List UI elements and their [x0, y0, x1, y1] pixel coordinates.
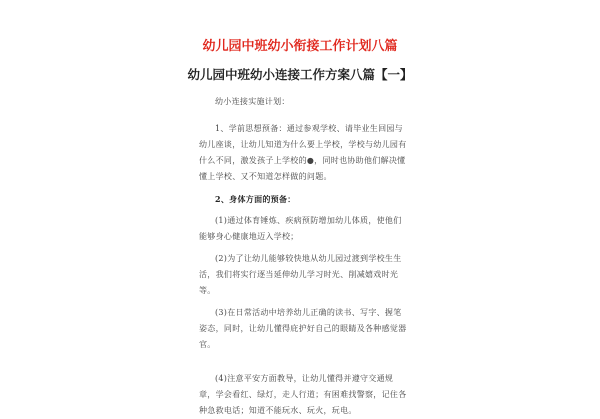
paragraph-physical-1: (1)通过体育锤炼、疾病预防增加幼儿体质，使他们能够身心健康地迈入学校；: [199, 216, 402, 241]
document-title: 幼儿园中班幼小衔接工作计划八篇: [202, 39, 398, 54]
paragraph-physical-3: (3)在日常活动中培养幼儿正确的读书、写字、握笔姿态，同时，让幼儿懂得庇护好自己的眼睛及各种感觉器官。: [199, 308, 407, 349]
paragraph-intro: 幼小连接实施计划：: [215, 97, 290, 106]
document-body: [199, 90, 409, 419]
paragraph-mental-preparation: 1、学前思想预备：通过参观学校、请毕业生回园与幼儿座谈，让幼儿知道为什么要上学校，学校与幼儿园有什么不同，激发孩子上学校的●，同时也协助他们解决懂懂上学校、又不知道怎样做的问题。: [199, 124, 407, 181]
section-heading-physical: 2、身体方面的预备：: [215, 194, 296, 204]
paragraph-physical-2: (2)为了让幼儿能够较快地从幼儿园过渡到学校生生活，我们将实行逐当延伸幼儿学习时光、削减嬉戏时光等。: [199, 254, 402, 295]
paragraph-physical-4: (4)注意平安方面教导，让幼儿懂得并遵守交通规章，学会看红、绿灯，走人行道；有困难找警察，记住各种急救电话；知道不能玩水、玩火，玩电。: [199, 374, 407, 415]
document-subtitle: 幼儿园中班幼小连接工作方案八篇【一】: [187, 67, 413, 82]
